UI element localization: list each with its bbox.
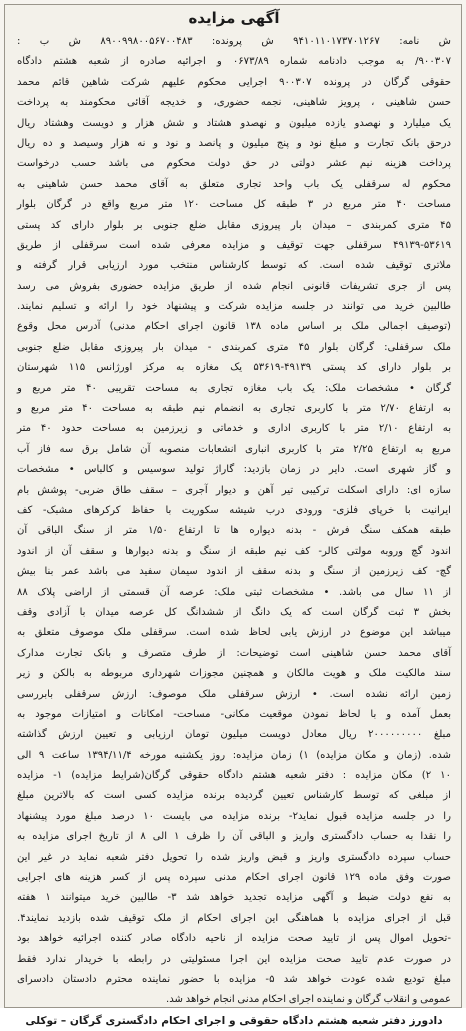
notice-line: ۴۵ متری کمربندی – میدان بار پیروزی مقابل ضلع جنوبی بر بلوار دارای کد پستی (17, 219, 451, 231)
notice-line: به ارتفاع ۲/۷۰ متر با کاربری تجاری به انضمام نیم طبقه به مساحت ۴۰ متر مربع و (17, 403, 451, 415)
notice-line: پرداخت هزینه نیم عشر دولتی در حق دولت محکوم می باشد حسب درخواست (17, 158, 451, 170)
notice-line: مربع به ارتفاع ۲/۲۵ متر با کاربری انباری انشعابات منصوبه آن شامل برق سه فاز آب (17, 443, 451, 455)
notice-line: حساب سپرده دادگستری واریز و قبض واریز شده را تحویل دفتر شعبه نماید در غیر این (17, 851, 451, 863)
notice-line: سند مالکیت ملک و هویت مالکان و همچنین مجوزات شهرداری مربوطه به بالکن و زیر (17, 668, 451, 680)
notice-line: به نفع دولت ضبط و آگهی مزایده تجدید خواهد شد ۳- طالبین خرید میتوانند ۱ هفته (17, 892, 451, 904)
notice-line: اندود گچ وروبه مولتی کالر- کف نیم طبقه از سنگ و بدنه دیوارها و سقف آن از اندود (17, 545, 451, 557)
notice-line: سازه ای: دارای اسکلت ترکیبی تیر آهن و دیوار آجری – سقف طاق ضربی- پوشش بام (17, 484, 451, 496)
notice-line: ملاتری توقیف شده است. که توسط کارشناس منتخب مورد ارزیابی قرار گرفته و (17, 260, 451, 272)
notice-line: محکوم له سرقفلی یک باب واحد تجاری متعلق به آقای محمد حسن شاهینی به (17, 178, 451, 190)
notice-line: مبلغ ۲۰۰۰۰۰۰۰۰۰ ریال معادل دویست میلیون تومان ارزیابی و تعیین ارزش گذاشته (17, 729, 451, 741)
notice-line: زمین ارائه نشده است. • ارزش سرقفلی ملک موصوف: ارزش سرقفلی بابررسی (17, 688, 451, 700)
notice-line: بر بلوار دارای کد پستی ۴۹۱۳۹-۵۳۶۱۹ یک مغازه به مرکز اورژانس ۱۱۵ شهرستان (17, 362, 451, 374)
notice-line: در صورت عدم تایید صحت مزایده این اجرا مسئولیتی در رابطه با خریدار ندارد فقط (17, 953, 451, 965)
notice-line: ۹۰۰۳۰۷/ به موجب دادنامه شماره ۰۶۷۳/۸۹ و اجرائیه صادره از شعبه هشتم دادگاه (17, 56, 452, 68)
notice-line: از مبلغی که توسط کارشناس تعیین گردیده برنده مزایده کسی است که بالاترین مبلغ (17, 790, 451, 802)
notice-line: -تحویل اموال پس از تایید صحت مزایده از ناحیه دادگاه صادر کننده اجرائیه خواهد بود (17, 933, 451, 945)
notice-line: ۴۹۱۳۹-۵۳۶۱۹ سرقفلی جهت توقیف و مزایده معرفی شده است سرقفلی از طریق (17, 239, 451, 251)
notice-line: بعمل آمده و با لحاظ نمودن موقعیت مکانی- مساحت- امکانات و امتیازات موجود به (17, 708, 451, 720)
notice-body (17, 32, 451, 1011)
notice-title: آگهی مزایده (188, 9, 280, 27)
notice-line: گچ- کف زیرزمین از سنگ و بدنه سقف از اندود سیمان سفید می باشد عمر بنا بیش (17, 566, 451, 578)
notice-line: را نقدا به حساب دادگستری واریز و الباقی آن را ظرف ۱ الی ۸ از تاریخ اجرای مزایده به (17, 831, 451, 843)
notice-line: یک میلیارد و نهصدو یازده میلیون و نهصدو هشتاد و شش هزار و دویست وهشتاد ریال (17, 117, 451, 129)
notice-line: عمومی و انقلاب گرگان و نماینده اجرای احکام مدنی انجام خواهد شد. (166, 994, 451, 1006)
notice-line: مساحت ۴۰ متر مربع در ۳ طبقه کل مساحت ۱۲۰ متر مربع واقع در گرگان بلوار (17, 199, 451, 211)
notice-line: حسن شاهینی ، پرویز شاهینی، نجمه حضوری، و خدیجه آقائی محکومند به پرداخت (17, 97, 451, 109)
notice-line: ۱۰ ۲) مکان مزایده : دفتر شعبه هشتم دادگاه حقوقی گرگان(شرایط مزایده) ۱- مزایده (17, 770, 451, 782)
notice-line: پس از جری تشریفات قانونی انجام شده از طریق مزایده حضوری بفروش می رسد (17, 280, 451, 292)
notice-line: صورت وفق ماده ۱۲۹ قانون اجرای احکام مدنی سپرده پس از کسر هزینه های اجرایی (17, 872, 451, 884)
notice-line: را در جلسه مزایده قبول نماید۲- برنده مزایده می بایست ۱۰ درصد مبلغ مورد پیشنهاد (17, 810, 451, 822)
notice-line: بخش ۳ ثبت گرگان است که یک دانگ از ششدانگ کل عرصه میدان با آزادی وقف (17, 606, 451, 618)
notice-line: طالبین خرید می توانند در جلسه مزایده شرکت و پیشنهاد خود را ارائه و تسلیم نمایند. (17, 301, 451, 313)
notice-line: طبقه همکف سنگ فرش - بدنه دیواره ها تا ارتفاع ۱/۵۰ متر از سنگ الباقی آن (17, 525, 451, 537)
notice-line: میباشد این موضوع در ارزش یابی لحاظ شده است. سرقفلی ملک موصوف متعلق به (17, 627, 451, 639)
notice-line: و گاز شهری است. دایر در زمان بازدید: گاراژ تولید سوسیس و کالباس • مشخصات (17, 464, 451, 476)
notice-line: ش نامه: ۹۴۱۰۱۱۰۱۷۳۷۰۱۲۶۷ ش پرونده: ۸۹۰۰۹۹۸۰۰۵۶۷۰۰۴۸۳ ش ب : (17, 36, 451, 47)
notice-line: به ارتفاع ۲/۱۰ متر با کاربری اداری و خدماتی و زیرزمین به مساحت حدود ۴۰ متر (17, 423, 452, 435)
notice-line: مبلغ تودیع شده عودت خواهد شد ۵- مزایده با حضور نماینده محترم دادستان دادسرای (17, 973, 451, 985)
auction-notice-box (4, 4, 462, 1027)
notice-line: آقای محمد حسن شاهینی است توضیحات: از طرف متصرف و بانک تجارت مدارک (17, 647, 451, 659)
notice-signature: دادورز دفتر شعبه هشتم دادگاه حقوقی و اجرای احکام دادگستری گرگان – توکلی (25, 1014, 443, 1027)
notice-line: (توصیف اجمالی ملک بر اساس ماده ۱۳۸ قانون اجرای احکام مدنی) آدرس محل وقوع (17, 321, 451, 333)
notice-line: شده. (زمان و مکان مزایده) ۱) زمان مزایده: روز یکشنبه مورخه ۱۳۹۴/۱۱/۴ ساعت ۹ الی (17, 749, 451, 761)
notice-line: گرگان • مشخصات ملک: یک باب مغازه تجاری به مساحت تقریبی ۴۰ متر مربع و (17, 382, 452, 394)
notice-line: درحق بانک تجارت و مبلغ نود و پنج میلیون و پانصد و نود و نه هزار وسیصد و ده ریال (17, 137, 451, 149)
notice-line: ایرانیت با خرپای فلزی- ورودی درب شیشه سکوریت با حفاظ کرکرهای مشبک- کف (17, 504, 451, 516)
notice-line: حقوقی گرگان در پرونده ۹۰۰۳۰۷ اجرایی محکوم علیهم شرکت شاهین قائم محمد (17, 76, 451, 88)
notice-line: از ۱۱ سال می باشد. • مشخصات ثبتی ملک: عرصه آن قسمتی از اراضی پلاک ۸۸ (17, 586, 452, 598)
notice-line: قبل از اجرای مزایده با هماهنگی این اجرای احکام از ملک توقیف شده بازدید نمایند۴. (17, 912, 451, 924)
notice-line: ملک سرقفلی: گرگان بلوار ۴۵ متری کمربندی - میدان بار پیروزی مقابل ضلع جنوبی (17, 341, 451, 353)
